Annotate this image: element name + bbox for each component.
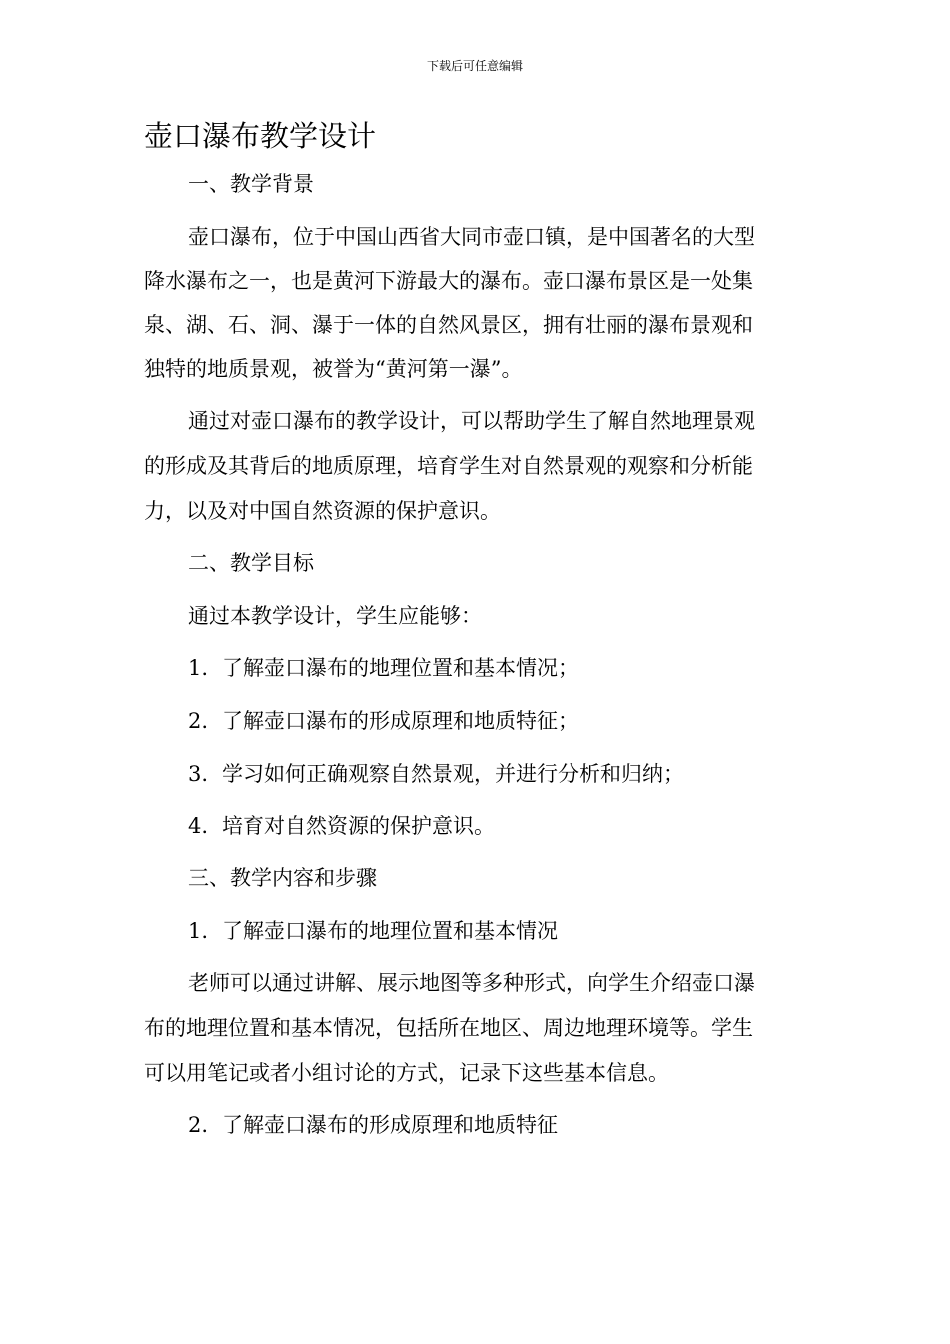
goal-number: 3. xyxy=(188,762,209,786)
section-heading-background: 一、教学背景 xyxy=(188,172,314,196)
paragraph-line: 布的地理位置和基本情况，包括所在地区、周边地理环境等。学生 xyxy=(144,1016,753,1040)
document-title: 壶口瀑布教学设计 xyxy=(144,119,377,153)
step-text: 了解壶口瀑布的形成原理和地质特征 xyxy=(222,1113,558,1137)
goal-item xyxy=(188,706,794,736)
section-heading-goals: 二、教学目标 xyxy=(188,551,314,575)
step-number: 1. xyxy=(188,919,209,943)
page-header-note: 下载后可任意编辑 xyxy=(426,59,523,73)
step-text: 了解壶口瀑布的地理位置和基本情况 xyxy=(222,919,558,943)
goals-intro: 通过本教学设计，学生应能够： xyxy=(188,604,482,628)
paragraph-line: 力，以及对中国自然资源的保护意识。 xyxy=(144,499,501,523)
paragraph-line: 独特的地质景观，被誉为“黄河第一瀑”。 xyxy=(144,357,523,381)
goal-number: 1. xyxy=(188,656,209,680)
paragraph-line: 降水瀑布之一，也是黄河下游最大的瀑布。壶口瀑布景区是一处集 xyxy=(144,269,753,293)
paragraph-line: 可以用笔记或者小组讨论的方式，记录下这些基本信息。 xyxy=(144,1061,669,1085)
goal-item xyxy=(188,759,794,789)
paragraph-line: 泉、湖、石、洞、瀑于一体的自然风景区，拥有壮丽的瀑布景观和 xyxy=(144,313,753,337)
paragraph-line: 通过对壶口瀑布的教学设计，可以帮助学生了解自然地理景观 xyxy=(188,409,755,433)
section-heading-content: 三、教学内容和步骤 xyxy=(188,866,377,890)
goal-text: 了解壶口瀑布的地理位置和基本情况； xyxy=(222,656,579,680)
step-heading xyxy=(188,916,794,946)
goal-text: 了解壶口瀑布的形成原理和地质特征； xyxy=(222,709,579,733)
goal-text: 培育对自然资源的保护意识。 xyxy=(222,814,495,838)
goal-number: 4. xyxy=(188,814,209,838)
step-number: 2. xyxy=(188,1113,209,1137)
goal-item xyxy=(188,811,794,841)
paragraph-line: 壶口瀑布，位于中国山西省大同市壶口镇，是中国著名的大型 xyxy=(188,225,755,249)
paragraph-line: 的形成及其背后的地质原理，培育学生对自然景观的观察和分析能 xyxy=(144,454,753,478)
goal-text: 学习如何正确观察自然景观，并进行分析和归纳； xyxy=(222,762,684,786)
step-heading xyxy=(188,1110,794,1140)
paragraph-line: 老师可以通过讲解、展示地图等多种形式，向学生介绍壶口瀑 xyxy=(188,971,755,995)
goal-item xyxy=(188,653,794,683)
goal-number: 2. xyxy=(188,709,209,733)
